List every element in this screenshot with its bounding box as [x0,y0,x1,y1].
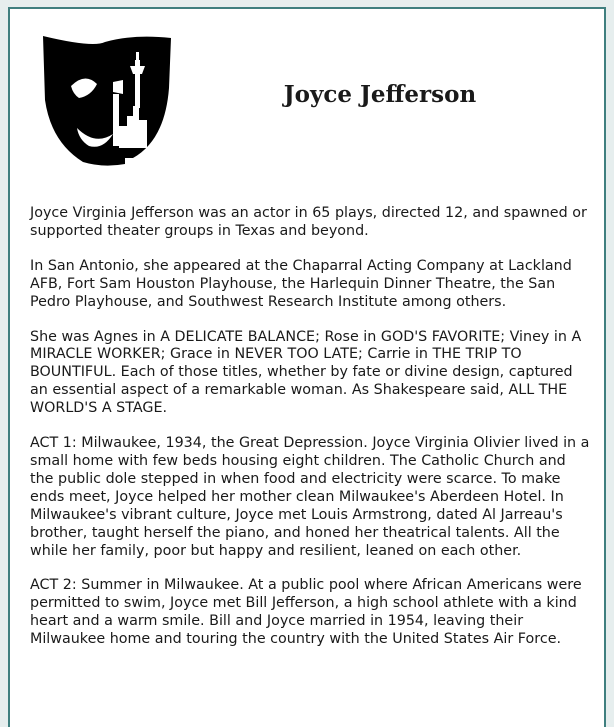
paragraph: ACT 2: Summer in Milwaukee. At a public pool where African Americans were permitted to swim, Joyce met Bill Jefferson, a high school athlete with a kind heart and a warm smile. Bill and Joyce married in 1954, leaving their Milwaukee home and touring the country with the United States Air Force. [30,577,582,648]
theater-mask-skyline-logo-icon [33,30,173,170]
paragraph: ACT 1: Milwaukee, 1934, the Great Depression. Joyce Virginia Olivier lived in a small home with few beds housing eight children. The Catholic Church and the public dole stepped in when food and electricity were scarce. To make ends meet, Joyce helped her mother clean Milwaukee's Aberdeen Hotel. In Milwaukee's vibrant culture, Joyce met Louis Armstrong, dated Al Jarreau's brother, taught herself the piano, and honed her theatrical talents. All the while her family, poor but happy and resilient, leaned on each other. [30,435,590,559]
biography-text [30,205,590,666]
paragraph: Joyce Virginia Jefferson was an actor in 65 plays, directed 12, and spawned or supported theater groups in Texas and beyond. [30,205,587,239]
bio-card [8,7,606,727]
page-title: Joyce Jefferson [283,81,477,108]
paragraph: She was Agnes in A DELICATE BALANCE; Rose in GOD'S FAVORITE; Viney in A MIRACLE WORKER; Grace in NEVER TOO LATE; Carrie in THE TRIP TO BOUNTIFUL. Each of those titles, whether by fate or divine design, captured an essential aspect of a remarkable woman. As Shakespeare said, ALL THE WORLD'S A STAGE. [30,328,582,417]
paragraph: In San Antonio, she appeared at the Chaparral Acting Company at Lackland AFB, Fort Sam Houston Playhouse, the Harlequin Dinner Theatre, the San Pedro Playhouse, and Southwest Research Institute among others. [30,257,572,310]
